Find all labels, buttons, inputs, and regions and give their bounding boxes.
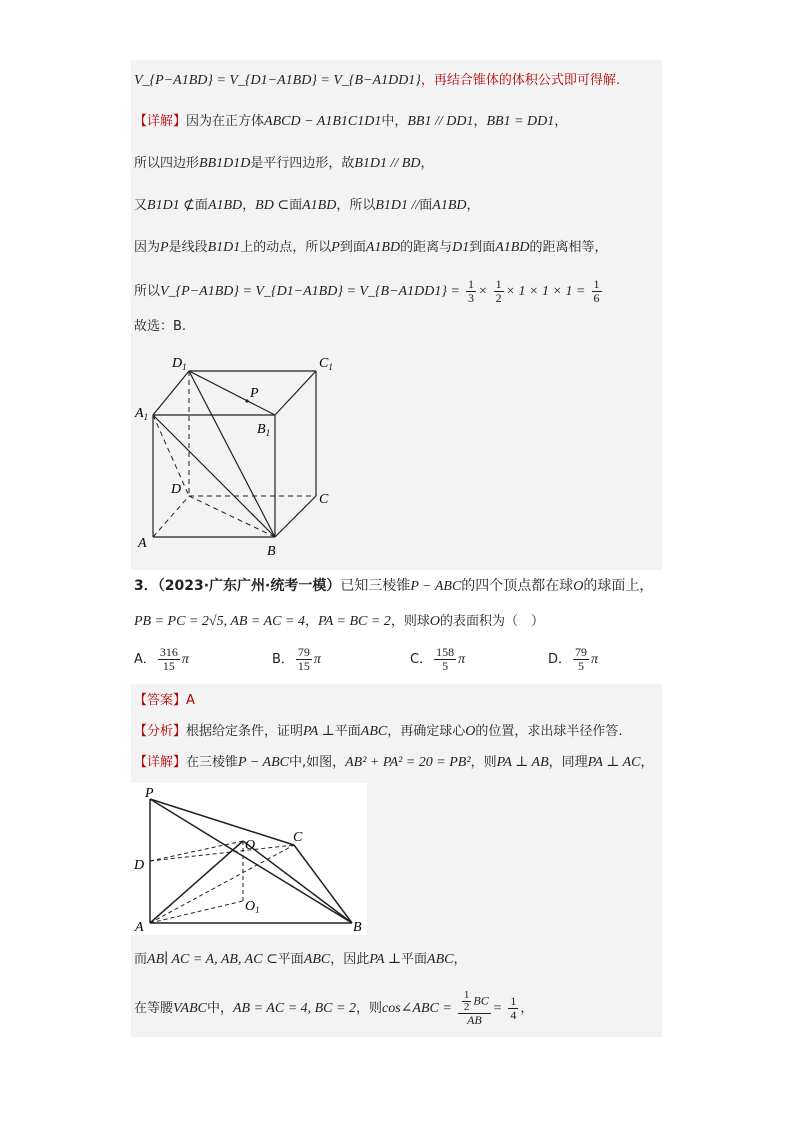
choice-line: 故选：B. [134, 319, 187, 334]
q3-sep: ， [304, 614, 318, 629]
detail1-text-a: 因为在正方体 [186, 114, 265, 129]
line5-e: 的距离与 [400, 240, 453, 255]
line4-p3: A1BD [432, 198, 467, 213]
line3-b: 是平行四边形，故 [250, 156, 355, 171]
line4-p1: A1BD [207, 198, 243, 213]
line3-a: 所以四边形 [134, 156, 200, 171]
detail2-end: ， [640, 755, 654, 770]
label-C1: $C_1$ [319, 356, 333, 372]
detail2-d: ，同理 [548, 755, 588, 770]
line3-quad: BB1D1D [199, 156, 251, 171]
line4-f1: B1D1 ⊄ [147, 198, 195, 213]
line4-p2: A1BD [302, 198, 337, 213]
cos-f: AB = AC = 4, BC = 2 [233, 1001, 356, 1016]
line5-p2: P [331, 240, 340, 255]
perp-p2: ABC [427, 952, 454, 967]
cos-eq: = [492, 1001, 503, 1016]
detail1-end: ， [554, 114, 568, 129]
line5-pl: A1BD [365, 240, 401, 255]
tetrahedron-figure [131, 783, 367, 935]
detail2-tag: 【详解】 [134, 755, 187, 770]
line6-formula: V_{P−A1BD} = V_{D1−A1BD} = V_{B−A1DD1} = [160, 284, 460, 299]
label-O1: $O_1$ [245, 899, 260, 915]
line5-f: 到面 [469, 240, 496, 255]
edge-AO [150, 841, 243, 923]
analysis-a: 根据给定条件，证明 [186, 724, 304, 739]
cos-label: cos∠ABC = [382, 1001, 452, 1016]
perp-a: 而 [134, 952, 148, 967]
perp-d: 平面 [401, 952, 428, 967]
detail2-t: P − ABC [238, 755, 289, 770]
cos-a: 在等腰 [134, 1001, 174, 1016]
option-A[interactable]: A． $\frac{316}{15}$ π [134, 645, 189, 673]
line4-end: ， [466, 198, 480, 213]
option-D[interactable]: D． $\frac{79}{5}$ π [548, 645, 599, 673]
option-C[interactable]: C． $\frac{158}{5}$ π [410, 645, 466, 673]
cos-b: 中， [206, 1001, 233, 1016]
label-A: A [138, 536, 147, 551]
label-D1: $D_1$ [172, 356, 187, 372]
detail-line-3 [134, 197, 480, 215]
analysis-c: ，再确定球心 [387, 724, 466, 739]
label-C: C [319, 492, 329, 507]
detail1-sep: ， [473, 114, 487, 129]
detail2-a: 在三棱锥 [186, 755, 239, 770]
analysis-d: 的位置，求出球半径作答. [475, 724, 623, 739]
edge-AO1 [150, 901, 243, 923]
label-B: B [267, 544, 276, 559]
analysis-f: PA ⊥ [303, 724, 335, 739]
analysis-line [134, 723, 623, 741]
edge-A1D1 [153, 371, 189, 415]
label-C: C [293, 830, 303, 845]
detail2-f2: PA ⊥ AB [496, 755, 549, 770]
cos-end: ， [520, 1001, 534, 1016]
question-3-line-2 [134, 613, 544, 631]
label-B1: $B_1$ [257, 422, 271, 438]
cube-figure [131, 345, 362, 560]
label-A1: $A_1$ [135, 406, 149, 422]
detail2-f3: PA ⊥ AC [587, 755, 641, 770]
q3-tetra: P − ABC [410, 579, 462, 594]
detail2-f: AB² + PA² = 20 = PB² [345, 755, 471, 770]
formula-line-1 [134, 72, 620, 90]
detail-line-5: 所以V_{P−A1BD} = V_{D1−A1BD} = V_{B−A1DD1} = $\frac{1}{3}$ × $\frac{1}{2}$ × 1 × 1 × 1 = $\frac{1}{6}$ [134, 277, 600, 305]
edge-DB [189, 496, 275, 537]
q3-text-c: 的球面上， [583, 578, 654, 594]
edge-AD [153, 496, 189, 537]
line4-f3: B1D1 // [375, 198, 420, 213]
label-D: D [171, 482, 182, 497]
q3-text-a: 已知三棱锥 [340, 578, 411, 594]
option-B[interactable]: B． $\frac{79}{15}$ π [272, 645, 321, 673]
line3-f: B1D1 // BD [354, 156, 421, 171]
cos-line [134, 990, 533, 1027]
edge-PC [150, 799, 294, 845]
line4-sep1: ， [242, 198, 256, 213]
label-P: P [250, 386, 259, 401]
perp-c: ，因此 [330, 952, 370, 967]
edge-B1C1 [275, 371, 316, 415]
cube-name: ABCD − A1B1C1D1 [264, 114, 382, 129]
q3-o2: O [429, 614, 440, 629]
line5-d1: D1 [452, 240, 470, 255]
answer-tag: 【答案】 [134, 693, 187, 708]
question-3-line-1 [134, 577, 653, 596]
q3-cond2: PA = BC = 2 [317, 614, 391, 629]
frac-one-sixth: $\frac{1}{6}$ [593, 277, 600, 305]
detail-line-1 [134, 113, 567, 131]
edge-D1B1 [189, 371, 275, 415]
detail-tag: 【详解】 [134, 114, 187, 129]
line4-f2: BD ⊂ [255, 198, 290, 213]
detail2-b: 中,如图， [288, 755, 346, 770]
q3-text-d: ，则球 [390, 614, 430, 629]
analysis-tag: 【分析】 [134, 724, 187, 739]
edge-DO [150, 841, 243, 861]
line5-p: P [160, 240, 169, 255]
q3-o: O [573, 579, 584, 594]
analysis-o: O [465, 724, 476, 739]
frac-one-third: $\frac{1}{3}$ [468, 277, 475, 305]
label-B: B [353, 920, 362, 935]
line1-text: ，再结合锥体的体积公式即可得解. [420, 73, 621, 88]
analysis-b: 平面 [334, 724, 361, 739]
detail1-f1: BB1 // DD1 [407, 114, 474, 129]
line5-seg: B1D1 [207, 240, 241, 255]
edge-CB [294, 845, 352, 923]
line5-b: 是线段 [168, 240, 208, 255]
line5-d: 到面 [339, 240, 366, 255]
cos-fraction: $\frac{1}{2}$ BC AB [458, 990, 491, 1027]
line5-c: 上的动点，所以 [240, 240, 332, 255]
cos-tri: VABC [173, 1001, 207, 1016]
detail1-text-b: 中， [381, 114, 408, 129]
line4-c: 面 [289, 198, 303, 213]
frac-one-half: $\frac{1}{2}$ [495, 277, 502, 305]
detail1-f2: BB1 = DD1 [486, 114, 555, 129]
volume-formula: V_{P−A1BD} = V_{D1−A1BD} = V_{B−A1DD1} [134, 73, 421, 88]
perp-b: 平面 [277, 952, 304, 967]
cos-c: ，则 [355, 1001, 382, 1016]
question-source: （2023·广东广州·统考一模） [157, 578, 341, 594]
line3-end: ， [420, 156, 434, 171]
line6-a: 所以 [134, 284, 161, 299]
answer-line [134, 692, 195, 710]
detail2-c: ，则 [470, 755, 497, 770]
line4-e: 面 [419, 198, 433, 213]
perp-f2: PA ⊥ [369, 952, 401, 967]
q3-cond1: PB = PC = 2√5, AB = AC = 4 [134, 614, 305, 629]
q3-text-b: 的四个顶点都在球 [461, 578, 574, 594]
label-P: P [145, 786, 154, 801]
label-A: A [135, 920, 144, 935]
perp-line [134, 951, 466, 969]
line4-d: ，所以 [336, 198, 376, 213]
question-number: 3． [134, 578, 158, 594]
line5-a: 因为 [134, 240, 161, 255]
perp-p: ABC [303, 952, 331, 967]
q3-text-e: 的表面积为（ ） [439, 614, 544, 629]
line6-tail: × 1 × 1 × 1 = [505, 284, 586, 299]
detail-line-2 [134, 155, 433, 173]
cos-result: $\frac{1}{4}$ [510, 994, 517, 1022]
detail-line-4 [134, 239, 607, 257]
edge-BC [275, 496, 316, 537]
detail2-line [134, 754, 654, 772]
line4-b: 面 [194, 198, 208, 213]
edge-D1B [189, 371, 275, 537]
line5-pl2: A1BD [495, 240, 530, 255]
label-O: O [245, 838, 256, 853]
point-P [245, 399, 248, 402]
answer-value: A [186, 693, 195, 708]
perp-end: ， [453, 952, 467, 967]
line4-a: 又 [134, 198, 148, 213]
line5-g: 的距离相等， [529, 240, 608, 255]
analysis-p: ABC [360, 724, 388, 739]
perp-f: AB∣ AC = A, AB, AC ⊂ [147, 952, 278, 967]
label-D: D [134, 858, 145, 873]
